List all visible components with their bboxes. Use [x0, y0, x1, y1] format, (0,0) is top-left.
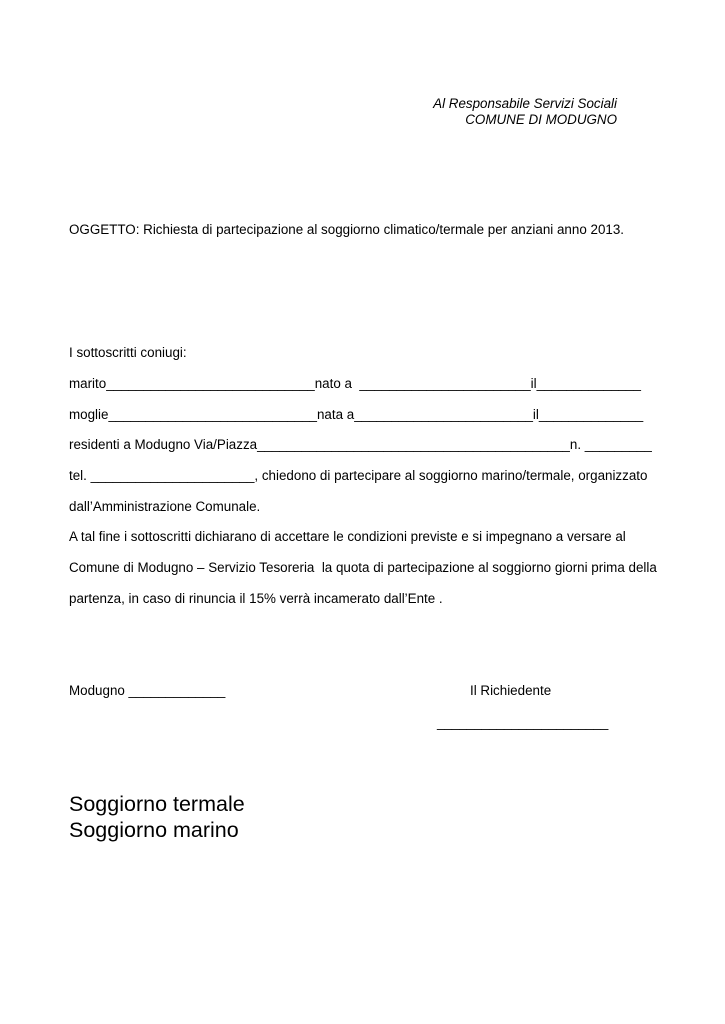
- husband-field-line: marito____________________________nato a _______________________il______________: [69, 376, 641, 391]
- addressee-office: COMUNE DI MODUGNO: [465, 112, 617, 127]
- addressee-title: Al Responsabile Servizi Sociali: [433, 96, 617, 111]
- declaration-line-3: partenza, in caso di rinuncia il 15% verrà incamerato dall’Ente .: [69, 591, 443, 606]
- declaration-line-2: Comune di Modugno – Servizio Tesoreria la quota di partecipazione al soggiorno giorni prima della: [69, 560, 657, 575]
- place-date-field: Modugno _____________: [69, 683, 226, 698]
- declaration-line-1: A tal fine i sottoscritti dichiarano di accettare le condizioni previste e si impegnano a versare al: [69, 529, 626, 544]
- signature-line: _______________________: [437, 715, 609, 730]
- option-thermal-stay: Soggiorno termale: [69, 792, 245, 816]
- residence-field-line: residenti a Modugno Via/Piazza__________________________________________n. _________: [69, 437, 652, 452]
- wife-field-line: moglie____________________________nata a________________________il______________: [69, 407, 644, 422]
- organizer-line: dall’Amministrazione Comunale.: [69, 499, 261, 514]
- option-seaside-stay: Soggiorno marino: [69, 818, 239, 842]
- signature-label: Il Richiedente: [470, 683, 552, 698]
- intro-line: I sottoscritti coniugi:: [69, 345, 187, 360]
- subject-line: OGGETTO: Richiesta di partecipazione al soggiorno climatico/termale per anziani anno 2013.: [69, 222, 625, 237]
- phone-field-line: tel. ______________________, chiedono di partecipare al soggiorno marino/termale, organizzato: [69, 468, 648, 483]
